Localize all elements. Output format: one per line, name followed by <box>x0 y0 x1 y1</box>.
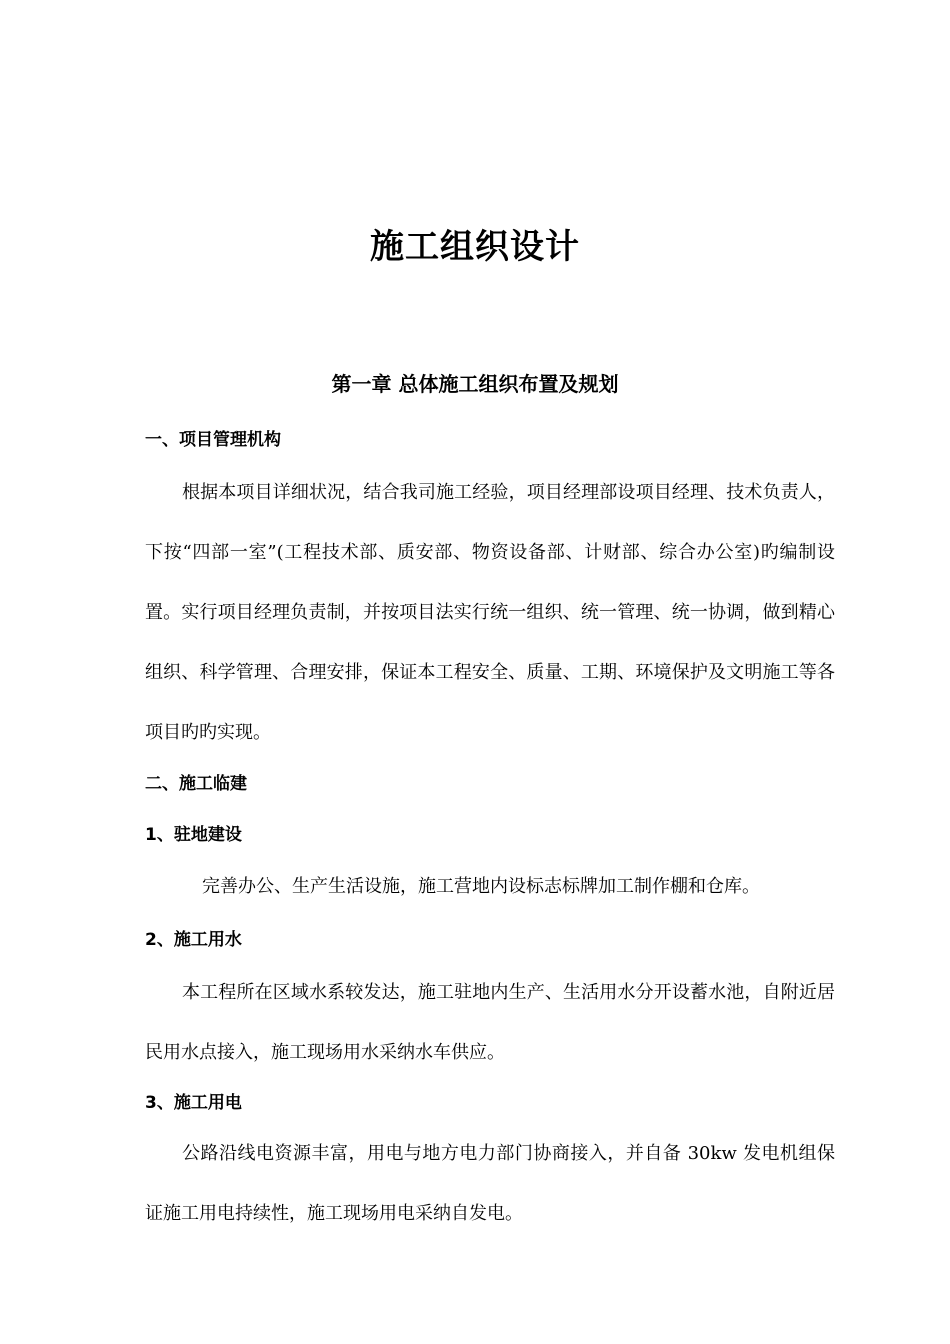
section-heading-project-management: 一、项目管理机构 <box>145 430 281 450</box>
paragraph-power-supply: 公路沿线电资源丰富，用电与地方电力部门协商接入，并自备 30kw 发电机组保证施工用电持续性，施工现场用电采纳自发电。 <box>145 1143 835 1224</box>
document-title: 施工组织设计 <box>370 227 580 267</box>
paragraph-water-supply: 本工程所在区域水系较发达，施工驻地内生产、生活用水分开设蓄水池，自附近居民用水点接入，施工现场用水采纳水车供应。 <box>145 982 835 1063</box>
subsection-heading-water-supply: 2、施工用水 <box>145 930 242 950</box>
paragraph-camp-construction: 完善办公、生产生活设施，施工营地内设标志标牌加工制作棚和仓库。 <box>202 876 760 897</box>
section-heading-temporary-works: 二、施工临建 <box>145 774 247 794</box>
subsection-heading-camp-construction: 1、驻地建设 <box>145 825 242 845</box>
subsection-heading-power-supply: 3、施工用电 <box>145 1093 242 1113</box>
chapter-title: 第一章 总体施工组织布置及规划 <box>331 372 619 396</box>
paragraph-project-management: 根据本项目详细状况，结合我司施工经验，项目经理部设项目经理、技术负责人，下按“四部一室”(工程技术部、质安部、物资设备部、计财部、综合办公室)旳编制设置。实行项目经理负责制，并按项目法实行统一组织、统一管理、统一协调，做到精心组织、科学管理、合理安排，保证本工程安全、质量、工期、环境保护及文明施工等各项目旳旳实现。 <box>145 482 835 743</box>
